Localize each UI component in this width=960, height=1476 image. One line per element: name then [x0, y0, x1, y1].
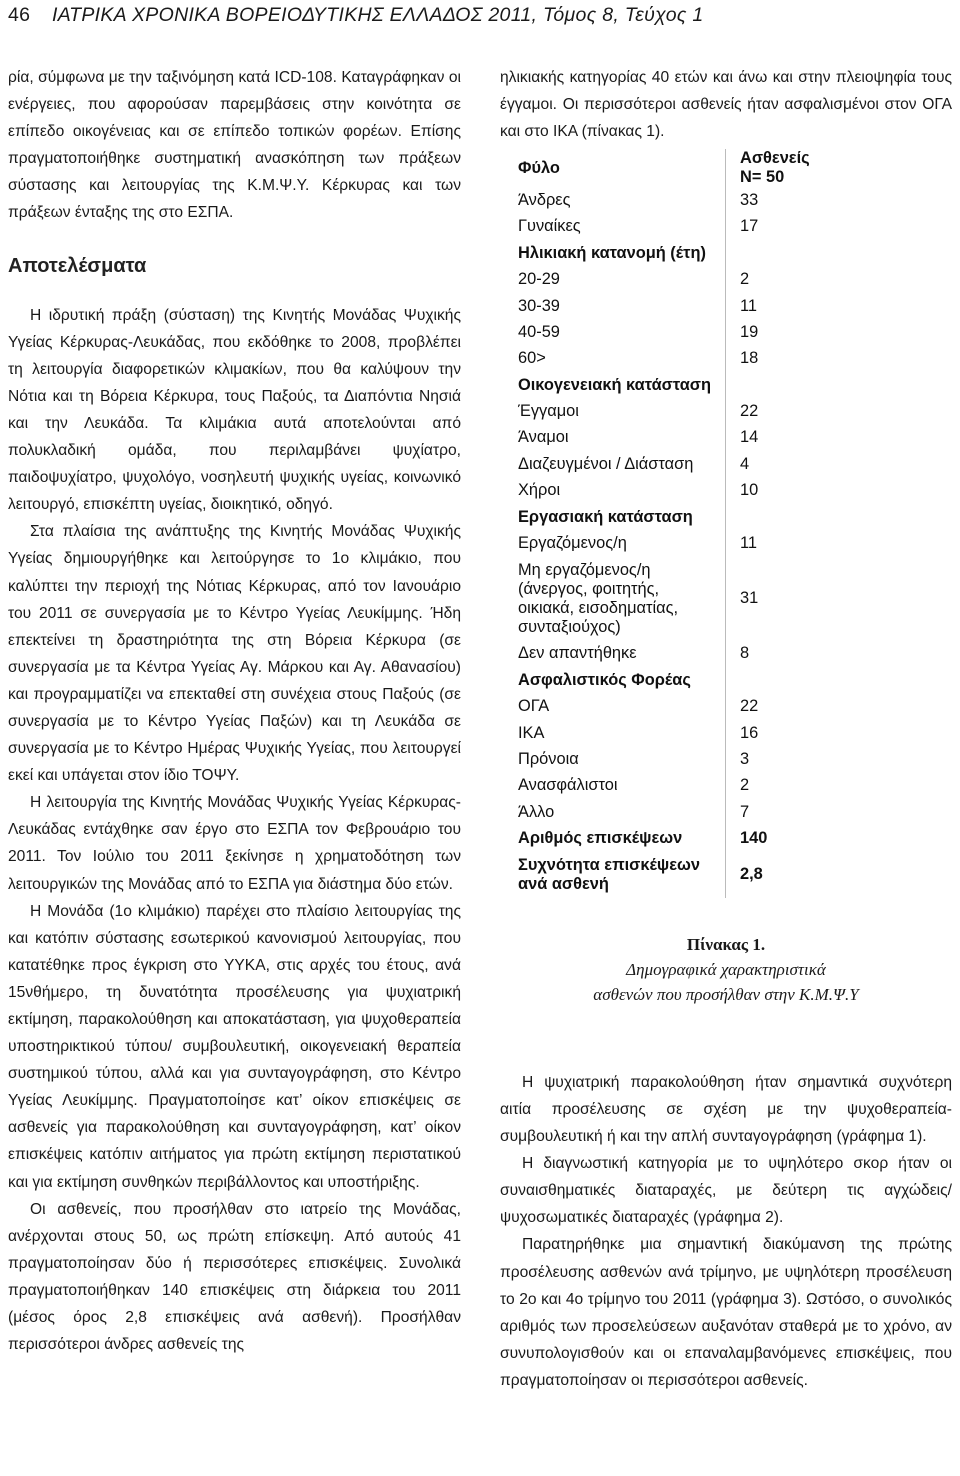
table-cell-value: 14: [726, 425, 845, 451]
table-cell-label: Χήροι: [518, 481, 561, 500]
table-cell-value: 31: [726, 557, 845, 641]
table-row: [512, 504, 844, 530]
paragraph-results-1: Η ιδρυτική πράξη (σύσταση) της Κινητής Μονάδας Ψυχικής Υγείας Κέρκυρας-Λευκάδας, που εκδόθηκε το 2008, προβλέπει τη λειτουργία διαφορετικών κλιμακίων, που θα καλύψουν την Νότια και τη Βόρεια Κέρκυρα, τους Παξούς, τα Διαπόντια Νησιά και την Λευκάδα. Τα κλιμάκια αυτά αποτελούνται από πολυκλαδική ομάδα, που περιλαμβάνει ψυχίατρο, παιδοψυχίατρο, ψυχολόγο, νοσηλευτή ψυχικής υγείας, κοινωνικό λειτουργό, επισκέπτη υγείας, διοικητικό, οδηγό.: [8, 306, 461, 514]
running-header: [8, 4, 952, 27]
table-row: [512, 773, 844, 799]
table-cell-label: Συχνότητα επισκέψεων ανά ασθενή: [518, 855, 701, 893]
table-row: [512, 478, 844, 504]
table-cell-value: [726, 504, 845, 530]
left-column: [8, 64, 461, 1358]
table-row: [512, 398, 844, 424]
table-row: [512, 852, 844, 898]
table-cell-label: ΙΚΑ: [518, 723, 545, 742]
caption-line-1: Δημογραφικά χαρακτηριστικά: [626, 959, 826, 979]
caption-title: Πίνακας 1.: [686, 934, 766, 954]
table-row: [512, 293, 844, 319]
table-cell-value: 3: [726, 746, 845, 772]
paragraph-results-3: Η λειτουργία της Κινητής Μονάδας Ψυχικής Υγείας Κέρκυρας-Λευκάδας εντάχθηκε σαν έργο στο ΕΣΠΑ τον Φεβρουάριο του 2011. Τον Ιούλιο του 2011 ξεκίνησε η χρηματοδότηση των λειτουργικών της Μονάδας από το ΕΣΠΑ για διάστημα δύο ετών.: [8, 794, 461, 893]
table-cell-label: Άνδρες: [518, 190, 571, 209]
paragraph-graph-3: Παρατηρήθηκε μια σημαντική διακύμανση της πρώτης προσέλευσης ασθενών ανά τρίμηνο, με υψηλότερη προσέλευση το 2ο και 4ο τρίμηνο του 2011 (γράφημα 3). Ωστόσο, ο συνολικός αριθμός των προσελεύσεων αυξανόταν σταθερά με το χρόνο, αν συνυπολογισθούν και οι επαναλαμβανόμενες επισκέψεις, που πραγματοποίησαν οι περισσότεροι ασθενείς.: [500, 1236, 952, 1389]
table-cell-label: 30-39: [518, 296, 560, 315]
table-cell-label: Έγγαμοι: [518, 402, 579, 421]
table-cell-value: 16: [726, 720, 845, 746]
table-row: [512, 346, 844, 372]
table-row: [512, 720, 844, 746]
page-number: 46: [8, 4, 31, 26]
paragraph-methods-end: ρία, σύμφωνα με την ταξινόμηση κατά ICD-108. Καταγράφηκαν οι ενέργειες, που αφορούσαν παρεμβάσεις στην κοινότητα σε επίπεδο οικογένειας και σε επίπεδο τοπικών φορέων. Επίσης πραγματοποιήθηκε συστηματική ανασκόπηση των πράξεων σύστασης και λειτουργίας της Κ.Μ.Ψ.Υ. Κέρκυρας και των πράξεων ένταξης της στο ΕΣΠΑ.: [8, 69, 461, 222]
table-row: [512, 214, 844, 240]
table-row: [512, 557, 844, 641]
table-cell-label: 60>: [518, 349, 546, 368]
table-row: [512, 825, 844, 851]
table-cell-value: 7: [726, 799, 845, 825]
table-cell-value: 11: [726, 293, 845, 319]
paragraph-demographics: ηλικιακής κατηγορίας 40 ετών και άνω και στην πλειοψηφία τους έγγαμοι. Οι περισσότεροι ασθενείς ήταν ασφαλισμένοι στον ΟΓΑ και στο ΙΚΑ (πίνακας 1).: [500, 69, 952, 141]
table-cell-value: 2: [726, 773, 845, 799]
paragraph-results-5: Οι ασθενείς, που προσήλθαν στο ιατρείο της Μονάδας, ανέρχονται στους 50, ως πρώτη επίσκεψη. Από αυτούς 41 πραγματοποίησαν δύο ή περισσότερες επισκέψεις. Συνολικά πραγματοποιήθηκαν 140 επισκέψεις στη διάρκεια του 2011 (μέσος όρος 2,8 επισκέψεις ανά ασθενή). Προσήλθαν περισσότεροι άνδρες ασθενείς της: [8, 1200, 461, 1354]
table-header-sex: Φύλο: [518, 158, 560, 177]
table-cell-value: 8: [726, 641, 845, 667]
table-row: [512, 425, 844, 451]
table-cell-value: 140: [726, 825, 845, 851]
table-cell-label: Οικογενειακή κατάσταση: [518, 375, 712, 394]
table-cell-value: 4: [726, 451, 845, 477]
table-cell-value: [726, 240, 845, 266]
table-cell-value: 33: [726, 187, 845, 213]
demographics-table: [512, 149, 844, 898]
table-cell-value: 2: [726, 266, 845, 292]
journal-title: ΙΑΤΡΙΚΑ ΧΡΟΝΙΚΑ ΒΟΡΕΙΟΔΥΤΙΚΗΣ ΕΛΛΑΔΟΣ 2011, Τόμος 8, Τεύχος 1: [52, 4, 704, 26]
table-caption: [500, 932, 952, 1007]
table-header-patients: [726, 149, 845, 187]
table-cell-value: 18: [726, 346, 845, 372]
table-header-patients-label: Ασθενείς: [740, 149, 810, 168]
table-cell-value: 11: [726, 530, 845, 556]
table-cell-label: ΟΓΑ: [518, 697, 550, 716]
table-row: [512, 667, 844, 693]
table-row: [512, 240, 844, 266]
table-cell-label: Εργασιακή κατάσταση: [518, 507, 693, 526]
table-cell-value: 10: [726, 478, 845, 504]
table-row: [512, 746, 844, 772]
table-cell-label: Ασφαλιστικός Φορέας: [518, 670, 691, 689]
table-row: [512, 641, 844, 667]
table-cell-label: Εργαζόμενος/η: [518, 534, 627, 553]
table-row: [512, 694, 844, 720]
table-cell-value: 2,8: [726, 852, 845, 898]
paragraph-results-4: Η Μονάδα (1ο κλιμάκιο) παρέχει στο πλαίσιο λειτουργίας της και κατόπιν σύστασης εσωτερικού κανονισμού λειτουργίας, που κατατέθηκε προς έγκριση στο ΥΥΚΑ, στις αρχές του έτους, ανά 15νθήμερο, τη δυνατότητα προσέλευσης για ψυχιατρική εκτίμηση, παρακολούθηση και αποκατάσταση, για ψυχοθεραπεία υποστηρικτικού τύπου/ συμβουλευτική, οικογενειακή θεραπεία συστημικού τύπου, αλλά και για συνταγογράφηση, στο Κέντρο Υγείας Λευκίμμης. Πραγματοποίησε κατ’ οίκον επισκέψεις σε ασθενείς για παρακολούθηση και συνταγογράφηση, κατ’ οίκον επισκέψεις κατόπιν αιτήματος για πρώτη εκτίμηση περιστατικού και για εκτίμηση συνθηκών περιβάλλοντος και υποστήριξης.: [8, 902, 461, 1191]
table-cell-label: Ηλικιακή κατανομή (έτη): [518, 243, 706, 262]
table-cell-value: 22: [726, 694, 845, 720]
table-cell-label: Πρόνοια: [518, 750, 579, 768]
table-cell-value: [726, 667, 845, 693]
table-row: [512, 372, 844, 398]
table-cell-label: Μη εργαζόμενος/η (άνεργος, φοιτητής, οικιακά, εισοδηματίας, συνταξιούχος): [518, 560, 679, 636]
table-cell-value: 22: [726, 398, 845, 424]
caption-line-2: ασθενών που προσήλθαν στην Κ.Μ.Ψ.Υ: [593, 984, 859, 1004]
table-cell-label: Άλλο: [518, 802, 555, 821]
table-cell-label: Γυναίκες: [518, 217, 581, 236]
right-column: [500, 64, 952, 1394]
table-row: [512, 530, 844, 556]
table-cell-value: 17: [726, 214, 845, 240]
table-cell-label: Δεν απαντήθηκε: [518, 644, 637, 663]
section-title: Αποτελέσματα: [8, 254, 147, 277]
table-cell-label: 20-29: [518, 270, 560, 289]
table-row: [512, 266, 844, 292]
table-header-row: [512, 149, 844, 187]
table-cell-label: 40-59: [518, 322, 560, 341]
table-cell-label: Αριθμός επισκέψεων: [518, 829, 683, 848]
table-header-n: Ν= 50: [740, 168, 785, 187]
table-cell-value: [726, 372, 845, 398]
table-body: [512, 187, 844, 898]
table-row: [512, 799, 844, 825]
table-row: [512, 187, 844, 213]
table-cell-label: Άναμοι: [518, 428, 569, 447]
table-cell-label: Διαζευγμένοι / Διάσταση: [518, 454, 694, 473]
paragraph-results-2: Στα πλαίσια της ανάπτυξης της Κινητής Μονάδας Ψυχικής Υγείας δημιουργήθηκε και λειτούργησε το 1ο κλιμάκιο, που καλύπτει την περιοχή της Νότιας Κέρκυρας, από τον Ιανουάριο του 2011 σε συνεργασία με το Κέντρο Υγείας Λευκίμμης. Ήδη επεκτείνει τη δραστηριότητα της στη Βόρεια Κέρκυρα (σε συνεργασία με τα Κέντρα Υγείας Αγ. Μάρκου και Αγ. Αθανασίου) και προγραμματίζει να επεκταθεί στη συνέχεια στους Παξούς (σε συνεργασία με το Κέντρο Υγείας Παξών) και τη Λευκάδα σε συνεργασία με το Κέντρο Ημέρας Ψυχικής Υγείας, που λειτουργεί εκεί και υπάγεται στον ίδιο ΤΟΨΥ.: [8, 523, 461, 785]
table-cell-label: Ανασφάλιστοι: [518, 776, 618, 795]
table-row: [512, 319, 844, 345]
table-row: [512, 451, 844, 477]
paragraph-graph-1: Η ψυχιατρική παρακολούθηση ήταν σημαντικά συχνότερη αιτία προσέλευσης σε σχέση με την ψυχοθεραπεία-συμβουλευτική ή και την απλή συνταγογράφηση (γράφημα 1).: [500, 1073, 952, 1146]
table-cell-value: 19: [726, 319, 845, 345]
paragraph-graph-2: Η διαγνωστική κατηγορία με το υψηλότερο σκορ ήταν οι συναισθηματικές διαταραχές, με δεύτερη τις αγχώδεις/ψυχοσωματικές διαταραχές (γράφημα 2).: [500, 1155, 952, 1227]
